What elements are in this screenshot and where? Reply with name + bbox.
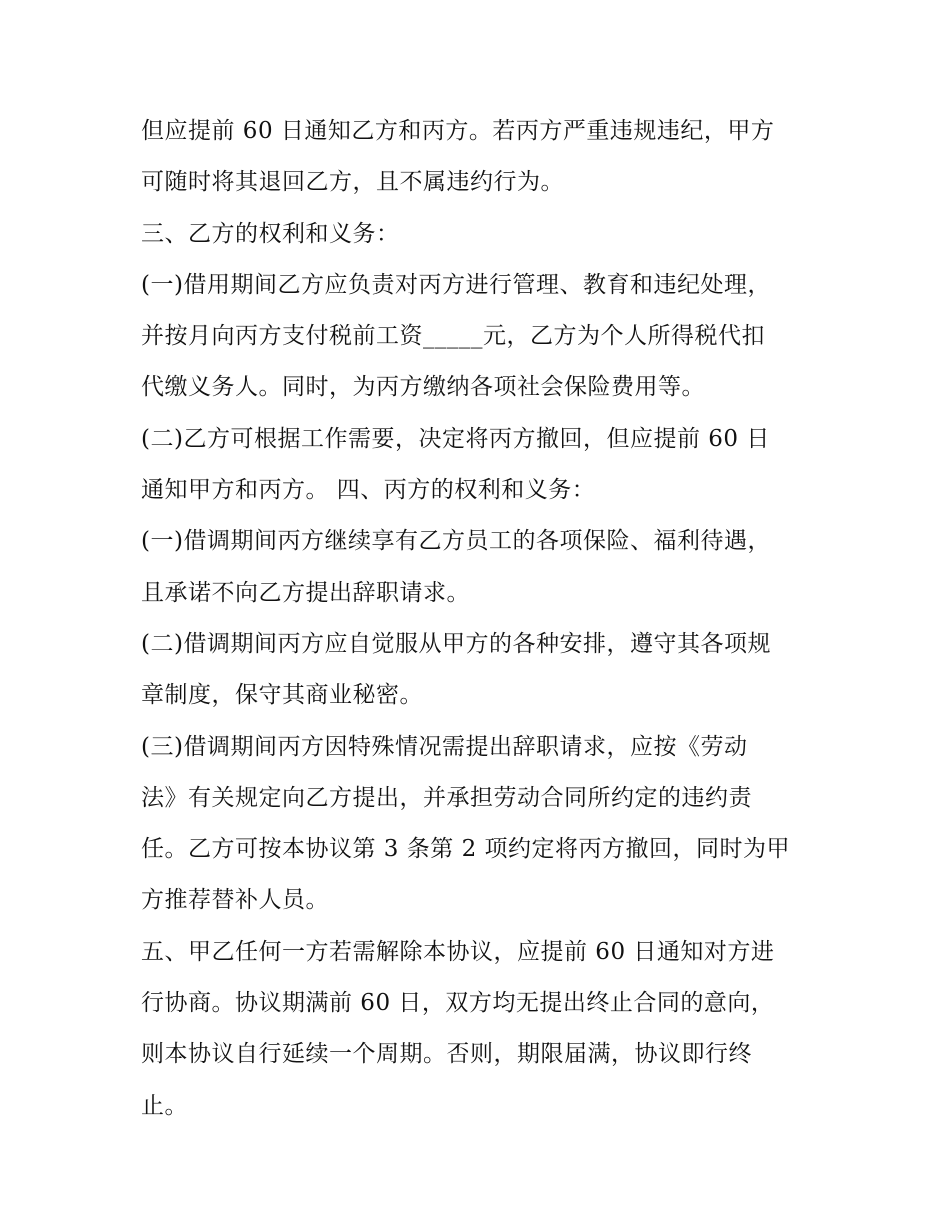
text-line: (一)借调期间丙方继续享有乙方员工的各项保险、福利待遇， (141, 528, 771, 555)
text-line: 通知甲方和丙方。 四、丙方的权利和义务： (141, 477, 596, 504)
text-line: 任。乙方可按本协议第 3 条第 2 项约定将丙方撤回，同时为甲 (141, 836, 791, 863)
text-line: 方推荐替补人员。 (141, 887, 329, 914)
text-line: 章制度，保守其商业秘密。 (141, 682, 423, 709)
text-line: 行协商。协议期满前 60 日，双方均无提出终止合同的意向， (141, 990, 775, 1017)
section-heading: 三、乙方的权利和义务： (141, 220, 400, 247)
text-line: 止。 (141, 1092, 188, 1119)
text-line: 可随时将其退回乙方，且不属违约行为。 (141, 169, 564, 196)
text-line: 五、甲乙任何一方若需解除本协议，应提前 60 日通知对方进 (141, 938, 775, 965)
text-line: (三)借调期间丙方因特殊情况需提出辞职请求，应按《劳动 (141, 733, 748, 760)
text-line: 但应提前 60 日通知乙方和丙方。若丙方严重违规违纪，甲方 (141, 118, 775, 144)
text-line: (二)借调期间丙方应自觉服从甲方的各种安排，遵守其各项规 (141, 630, 771, 657)
text-line: 且承诺不向乙方提出辞职请求。 (141, 579, 470, 606)
text-line: 并按月向丙方支付税前工资_____元，乙方为个人所得税代扣 (141, 323, 765, 350)
text-line: 则本协议自行延续一个周期。否则，期限届满，协议即行终 (141, 1041, 752, 1068)
text-line: (一)借用期间乙方应负责对丙方进行管理、教育和违纪处理， (141, 271, 771, 298)
text-line: 法》有关规定向乙方提出，并承担劳动合同所约定的违约责 (141, 784, 752, 811)
text-line: 代缴义务人。同时，为丙方缴纳各项社会保险费用等。 (141, 374, 705, 401)
text-line: (二)乙方可根据工作需要，决定将丙方撤回，但应提前 60 日 (141, 425, 770, 452)
document-body (141, 106, 821, 1132)
